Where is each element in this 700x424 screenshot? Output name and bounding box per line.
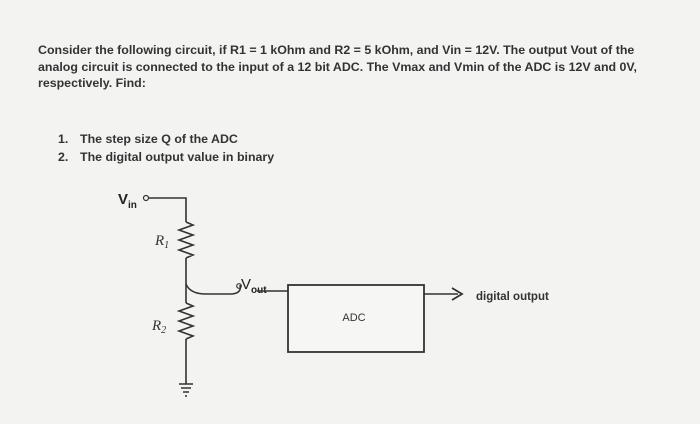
vin-wire [149,198,186,222]
vin-terminal [144,196,149,201]
task-text: The digital output value in binary [80,149,275,164]
r1-label: $R_1$ [155,233,170,251]
vout-label: $V_{out}$ [241,276,267,296]
r1-resistor [179,222,193,258]
r2-resistor [179,303,193,339]
adc-label: ADC [342,312,366,324]
vout-wire [186,284,240,294]
task-number: 2. [58,149,69,164]
problem-line-2: analog circuit is connected to the input of a 12 bit ADC. The Vmax and Vmin of the ADC is 12V and 0V, [38,59,637,74]
task-text: The step size Q of the ADC [80,132,238,146]
ground-icon [179,384,193,396]
r2-label: $R_2$ [152,318,167,336]
vin-label: $V_{in}$ [118,191,137,211]
problem-line-1: Consider the following circuit, if R1 = 1 kOhm and R2 = 5 kOhm, and Vin = 12V. The output Vout of the [38,43,635,57]
task-number: 1. [58,132,69,146]
digital-output-label: digital output [476,291,549,303]
problem-line-3: respectively. Find: [38,76,146,90]
